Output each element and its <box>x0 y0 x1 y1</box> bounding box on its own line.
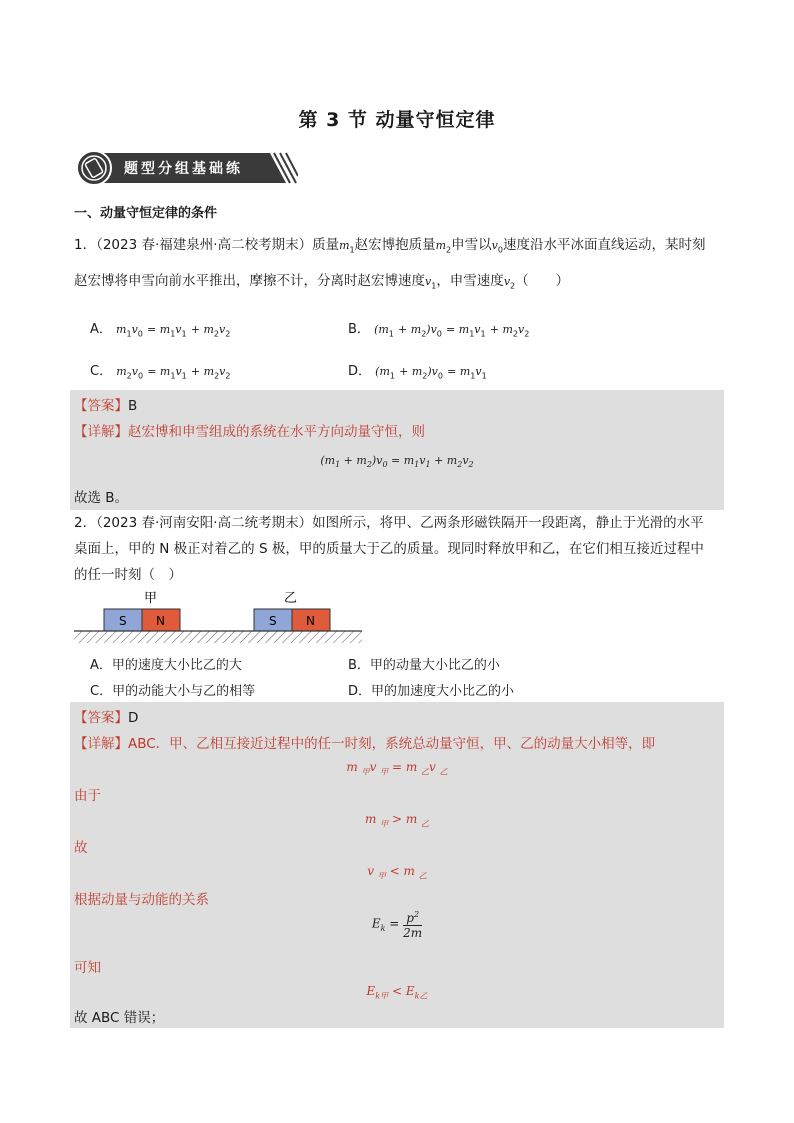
table-surface <box>74 631 362 643</box>
q2-equation-momentum: m $_甲$v $_甲$ = m $_乙$v $_乙$ <box>346 760 448 777</box>
detail-text: ABC．甲、乙相互接近过程中的任一时刻，系统总动量守恒，甲、乙的动量大小相等，即 <box>128 736 656 752</box>
q2-equation-energy: $E_k$ = $\frac{p^2}{2m}$ <box>371 910 423 940</box>
q1-text: 赵宏博将申雪向前水平推出，摩擦不计，分离时赵宏博速度 <box>74 272 425 289</box>
page-title: 第 3 节 动量守恒定律 <box>298 109 496 131</box>
q1-option-b[interactable]: B． $(m_1 + m_2)v_0 = m_1v_1 + m_2v_2$ <box>348 322 530 339</box>
q1-text: （ ） <box>515 272 570 289</box>
q1-equation: $(m_1 + m_2)v_0 = m_1v_1 + m_2v_2$ <box>320 454 474 470</box>
q2-therefore: 故 <box>74 840 88 856</box>
section-banner <box>74 150 298 186</box>
q2-knowable: 可知 <box>74 960 101 976</box>
q2-abc-wrong: 故 ABC 错误； <box>74 1010 165 1026</box>
q1-text: 速度沿水平冰面直线运动，某时刻 <box>502 237 706 253</box>
answer-value: D <box>128 710 139 726</box>
option-label: C． <box>90 364 113 379</box>
magnet-figure <box>74 588 364 648</box>
q2-equation-velocity: v $_甲$ < m $_乙$ <box>367 864 427 881</box>
detail-label: 【详解】 <box>74 736 128 752</box>
label-yi: 乙 <box>284 591 298 606</box>
pole-n-yi: N <box>306 614 315 628</box>
pole-s-jia: S <box>119 614 127 628</box>
answer-value: B <box>128 398 138 414</box>
question-2-text <box>74 510 734 588</box>
q2-option-c[interactable]: C．甲的动能大小与乙的相等 <box>90 684 256 699</box>
q1-option-a[interactable]: A． $m_1v_0 = m_1v_1 + m_2v_2$ <box>90 322 231 339</box>
q2-line: 桌面上，甲的 N 极正对着乙的 S 极，甲的质量大于乙的质量。现同时释放甲和乙，在它们相互接近过程中 <box>74 541 704 557</box>
q2-since: 由于 <box>74 788 101 804</box>
section-heading: 一、动量守恒定律的条件 <box>74 206 218 221</box>
option-label: B． <box>348 322 370 337</box>
q1-answer <box>74 394 137 414</box>
option-label: D． <box>348 364 372 379</box>
q1-conclusion: 故选 B。 <box>74 490 129 506</box>
q1-detail <box>74 420 425 440</box>
answer-label: 【答案】 <box>74 398 128 414</box>
q1-text: 申雪以 <box>451 237 492 253</box>
banner-label: 题型分组基础练 <box>124 161 243 177</box>
q1-option-d[interactable]: D． $(m_1 + m_2)v_0 = m_1v_1$ <box>348 364 487 381</box>
q2-equation-kinetic: $E_{k甲} < E_{k乙}$ <box>366 984 428 1001</box>
option-label: A． <box>90 322 112 337</box>
answer-label: 【答案】 <box>74 710 128 726</box>
q1-answer-block <box>70 390 724 510</box>
label-jia: 甲 <box>144 591 158 606</box>
detail-label: 【详解】 <box>74 424 128 440</box>
q1-text: ，申雪速度 <box>436 272 504 289</box>
q2-line: 2．（2023 春·河南安阳·高二统考期末）如图所示，将甲、乙两条形磁铁隔开一段距离，静止于光滑的水平 <box>74 515 704 531</box>
q2-answer-block <box>70 702 724 1028</box>
detail-text: 赵宏博和申雪组成的系统在水平方向动量守恒，则 <box>128 424 425 440</box>
q1-option-c[interactable]: C． $m_2v_0 = m_1v_1 + m_2v_2$ <box>90 364 231 381</box>
pole-n-jia: N <box>156 614 165 628</box>
q2-detail <box>74 732 655 752</box>
q2-option-b[interactable]: B．甲的动量大小比乙的小 <box>348 658 500 673</box>
q1-text: 1．（2023 春·福建泉州·高二校考期末）质量 <box>74 237 340 253</box>
q2-answer <box>74 706 138 726</box>
q2-relation: 根据动量与动能的关系 <box>74 892 209 908</box>
q2-equation-mass: m $_甲$ > m $_乙$ <box>364 812 430 829</box>
q2-line: 的任一时刻（ ） <box>74 567 182 583</box>
question-1-text: 1．（2023 春·福建泉州·高二校考期末）质量$m_1$赵宏博抱质量$m_2$申雪以$v_0$速度沿水平冰面直线运动，某时刻 赵宏博将申雪向前水平推出，摩擦不计，分离时赵宏博速度$v_1$，申雪速度$v_2$（ ） <box>74 237 706 291</box>
magnet-diagram <box>74 588 364 648</box>
pole-s-yi: S <box>269 614 277 628</box>
q2-option-a[interactable]: A．甲的速度大小比乙的大 <box>90 658 242 673</box>
q2-option-d[interactable]: D．甲的加速度大小比乙的小 <box>348 684 515 699</box>
q1-text: 赵宏博抱质量 <box>354 237 436 253</box>
